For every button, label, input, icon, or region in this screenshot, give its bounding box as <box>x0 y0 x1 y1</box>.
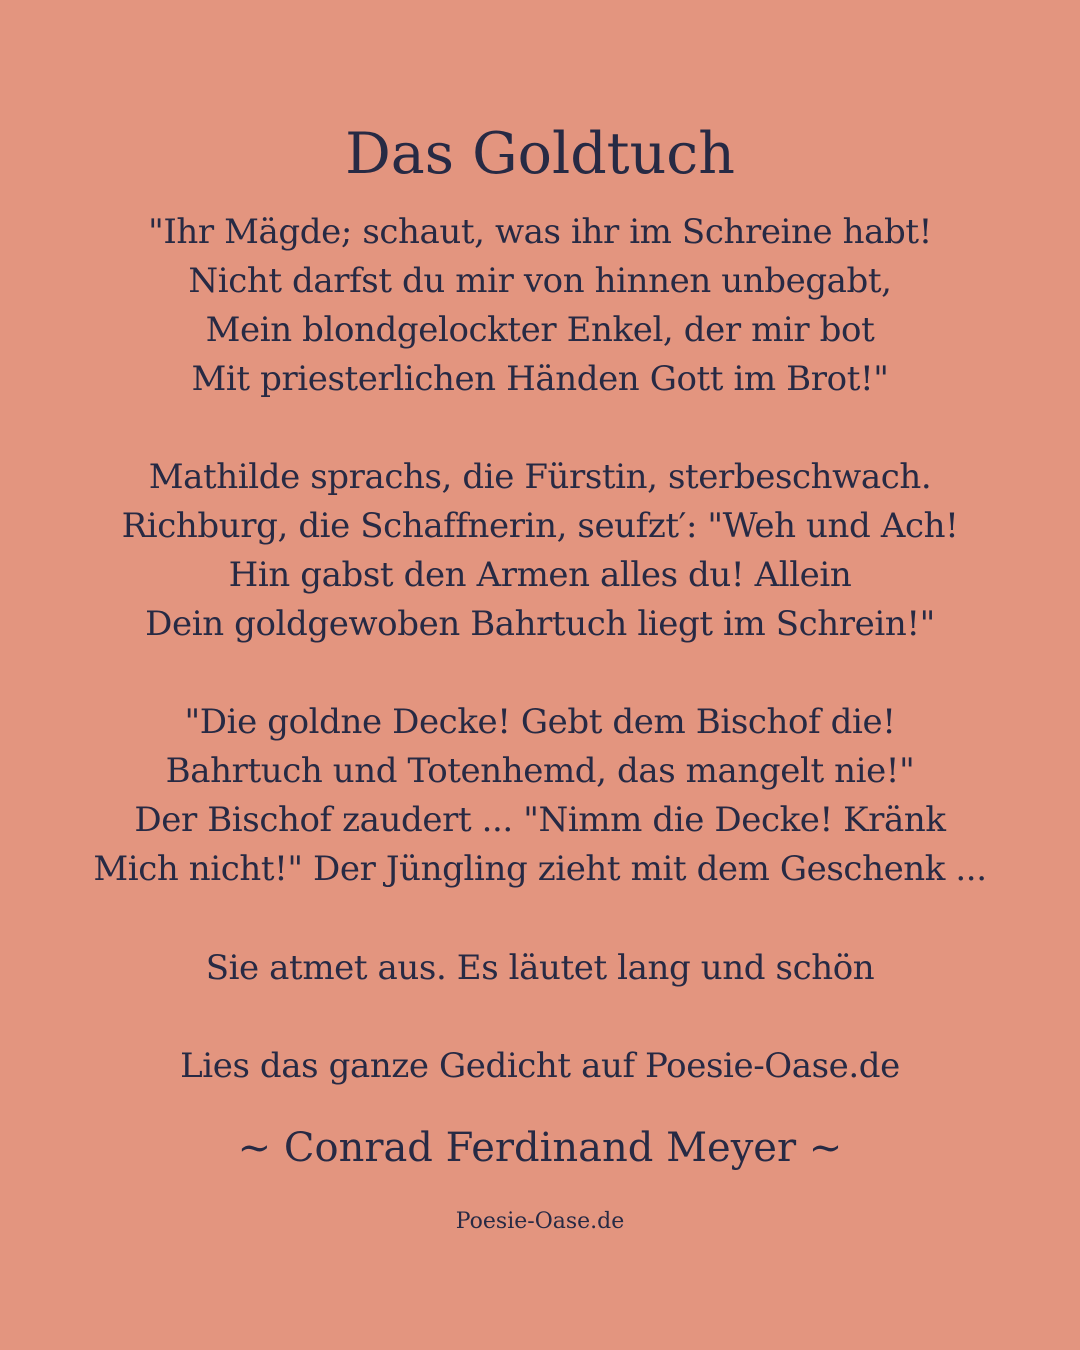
poem-line: Richburg, die Schaffnerin, seufzt′: "Weh und Ach! <box>121 506 959 546</box>
site-watermark: Poesie-Oase.de <box>455 1209 625 1234</box>
author-name: ~ Conrad Ferdinand Meyer ~ <box>237 1125 843 1171</box>
stanza-3 <box>0 698 1080 894</box>
poem-line: Der Bischof zaudert ... "Nimm die Decke! Kränk <box>134 800 946 840</box>
stanza-1 <box>0 208 1080 404</box>
poem-line: Nicht darfst du mir von hinnen unbegabt, <box>188 261 892 301</box>
poem-line: "Die goldne Decke! Gebt dem Bischof die! <box>184 702 896 742</box>
poem-line: Bahrtuch und Totenhemd, das mangelt nie!" <box>165 751 915 791</box>
poem-line: Sie atmet aus. Es läutet lang und schön <box>205 948 875 988</box>
poem-line: Mathilde sprachs, die Fürstin, sterbeschwach. <box>148 457 932 497</box>
poem-line: Mein blondgelockter Enkel, der mir bot <box>205 310 875 350</box>
poem-line: Mit priesterlichen Händen Gott im Brot!" <box>191 359 889 399</box>
poem-title: Das Goldtuch <box>345 121 735 187</box>
stanza-2 <box>0 453 1080 649</box>
stanza-4 <box>0 944 1080 993</box>
poem-line: Dein goldgewoben Bahrtuch liegt im Schrein!" <box>145 604 935 644</box>
read-more-text: Lies das ganze Gedicht auf Poesie-Oase.de <box>180 1046 900 1086</box>
poem-line: Hin gabst den Armen alles du! Allein <box>228 555 852 595</box>
poem-line: "Ihr Mägde; schaut, was ihr im Schreine habt! <box>148 212 932 252</box>
poem-line: Mich nicht!" Der Jüngling zieht mit dem Geschenk ... <box>93 849 987 889</box>
